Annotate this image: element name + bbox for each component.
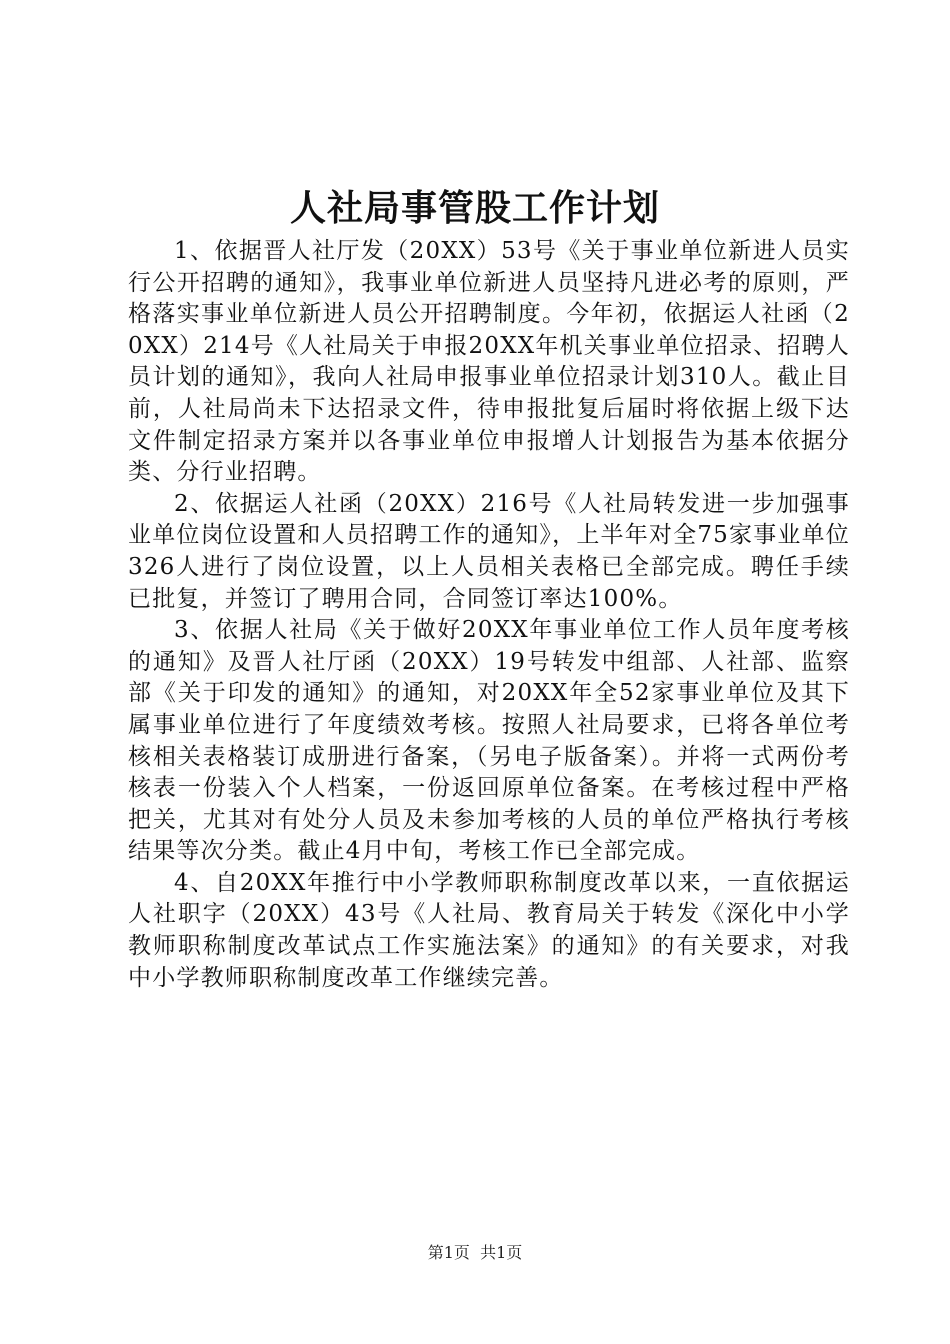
document-title: 人社局事管股工作计划 <box>289 187 660 229</box>
page-number: 第1页 共1页 <box>427 1243 523 1262</box>
paragraph-3: 3、依据人社局《关于做好20XX年事业单位工作人员年度考核的通知》及晋人社厅函（20XX）19号转发中组部、人社部、监察部《关于印发的通知》的通知，对20XX年全52家事业单位及其下属事业单位进行了年度绩效考核。按照人社局要求，已将各单位考核相关表格装订成册进行备案，（另电子版备案）。并将一式两份考核表一份装入个人档案，一份返回原单位备案。在考核过程中严格把关，尤其对有处分人员及未参加考核的人员的单位严格执行考核结果等次分类。截止4月中旬，考核工作已全部完成。 <box>128 617 850 865</box>
paragraph-4: 4、自20XX年推行中小学教师职称制度改革以来，一直依据运人社职字（20XX）43号《人社局、教育局关于转发《深化中小学教师职称制度改革试点工作实施法案》的通知》的有关要求，对我中小学教师职称制度改革工作继续完善。 <box>128 869 850 991</box>
document-body <box>128 236 850 994</box>
paragraph-1: 1、依据晋人社厅发（20XX）53号《关于事业单位新进人员实行公开招聘的通知》，我事业单位新进人员坚持凡进必考的原则，严格落实事业单位新进人员公开招聘制度。今年初，依据运人社函（20XX）214号《人社局关于申报20XX年机关事业单位招录、招聘人员计划的通知》，我向人社局申报事业单位招录计划310人。截止目前，人社局尚未下达招录文件，待申报批复后届时将依据上级下达文件制定招录方案并以各事业单位申报增人计划报告为基本依据分类、分行业招聘。 <box>128 238 850 486</box>
page-footer <box>0 1241 950 1265</box>
paragraph-2: 2、依据运人社函（20XX）216号《人社局转发进一步加强事业单位岗位设置和人员招聘工作的通知》，上半年对全75家事业单位326人进行了岗位设置，以上人员相关表格已全部完成。聘任手续已批复，并签订了聘用合同，合同签订率达100%。 <box>128 490 850 612</box>
